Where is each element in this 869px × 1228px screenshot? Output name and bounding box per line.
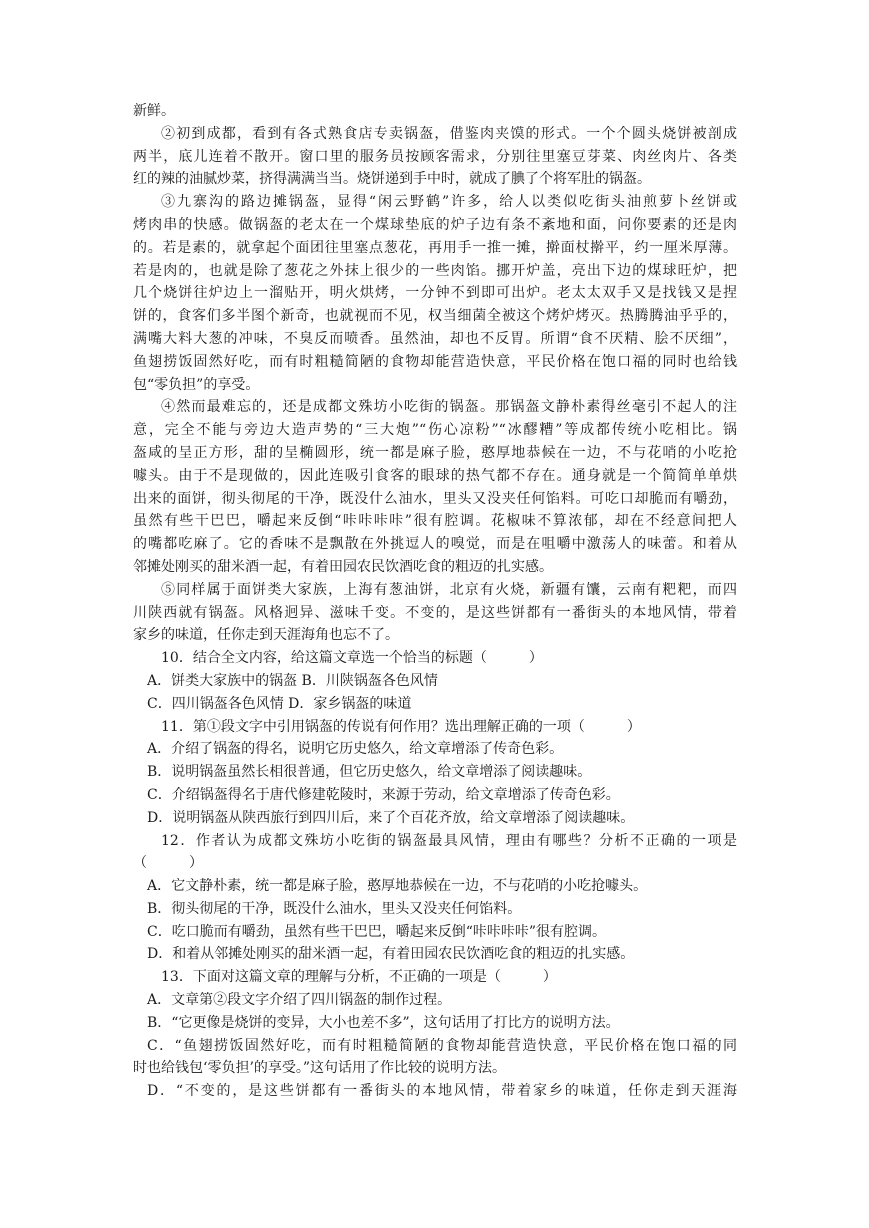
paragraph-5-line: 家乡的味道，任你走到天涯海角也忘不了。	[133, 627, 399, 644]
question-12-option-b: B．彻头彻尾的干净，既没什么油水，里头又没夹任何馅料。	[147, 900, 522, 917]
question-11: 11．第①段文字中引用锅盔的传说有何作用？选出理解正确的一项（ ）	[161, 718, 641, 735]
paragraph-3-line: 若是肉的，也就是除了葱花之外抹上很少的一些肉馅。挪开炉盖，亮出下边的煤球旺炉，把	[133, 262, 737, 279]
question-12: 12．作者认为成都文殊坊小吃街的锅盔最具风情，理由有哪些？分析不正确的一项是	[161, 832, 737, 849]
question-13-option-c-cont: 时也给钱包‘零负担’的享受。”这句话用了作比较的说明方法。	[133, 1060, 507, 1077]
question-11-option-c: C．介绍锅盔得名于唐代修建乾陵时，来源于劳动，给文章增添了传奇色彩。	[147, 786, 620, 803]
paragraph-4-line: ④然而最难忘的，还是成都文殊坊小吃街的锅盔。那锅盔文静朴素得丝毫引不起人的注	[161, 399, 737, 416]
paragraph-3-line: 烤肉串的快感。做锅盔的老太在一个煤球垫底的炉子边有条不紊地和面，问你要素的还是肉	[133, 216, 737, 233]
question-12-blank: （ ）	[133, 855, 203, 872]
question-10-options-cd: C．四川锅盔各色风情 D．家乡锅盔的味道	[147, 695, 412, 712]
paragraph-3-line: ③九寨沟的路边摊锅盔，显得“闲云野鹤”许多，给人以类似吃街头油煎萝卜丝饼或	[161, 194, 737, 211]
paragraph-3-line: 满嘴大料大葱的冲味，不臭反而喷香。虽然油，却也不反胃。所谓“食不厌精、脍不厌细”，	[133, 330, 737, 347]
paragraph-4-line: 盔咸的呈正方形，甜的呈椭圆形，统一都是麻子脸，憨厚地恭候在一边，不与花哨的小吃抢	[133, 444, 737, 461]
question-13: 13．下面对这篇文章的理解与分析，不正确的一项是（ ）	[161, 969, 557, 986]
paragraph-5-line: ⑤同样属于面饼类大家族，上海有葱油饼，北京有火烧，新疆有馕，云南有粑粑，而四	[161, 581, 737, 598]
paragraph-4-line: 噱头。由于不是现做的，因此连吸引食客的眼球的热气都不存在。通身就是一个简简单单烘	[133, 467, 737, 484]
paragraph-4-line: 意，完全不能与旁边大造声势的“三大炮”“伤心凉粉”“冰醪糟”等成都传统小吃相比。锅	[133, 422, 737, 439]
question-13-option-b: B．“它更像是烧饼的变异，大小也差不多”，这句话用了打比方的说明方法。	[147, 1014, 620, 1031]
question-11-option-a: A．介绍了锅盔的得名，说明它历史悠久，给文章增添了传奇色彩。	[147, 741, 564, 758]
paragraph-4-line: 出来的面饼，彻头彻尾的干净，既没什么油水，里头又没夹任何馅料。可吃口却脆而有嚼劲，	[133, 490, 737, 507]
paragraph-3-line: 鱼翅捞饭固然好吃，而有时粗糙简陋的食物却能营造快意，平民价格在饱口福的同时也给钱	[133, 353, 737, 370]
question-12-option-c: C．吃口脆而有嚼劲，虽然有些干巴巴，嚼起来反倒“咔咔咔咔”很有腔调。	[147, 923, 607, 940]
paragraph-5-line: 川陕西就有锅盔。风格迥异、滋味千变。不变的，是这些饼都有一番街头的本地风情，带着	[133, 604, 737, 621]
question-10: 10．结合全文内容，给这篇文章选一个恰当的标题（ ）	[161, 650, 543, 667]
paragraph-4-line: 虽然有些干巴巴，嚼起来反倒“咔咔咔咔”很有腔调。花椒味不算浓郁，却在不经意间把人	[133, 513, 737, 530]
paragraph-3-line: 包“零负担”的享受。	[133, 376, 260, 393]
question-12-option-d: D．和着从邻摊处刚买的甜米酒一起，有着田园农民饮酒吃食的粗迈的扎实感。	[147, 946, 635, 963]
paragraph-2-line: 红的辣的油腻炒菜，挤得满满当当。烧饼递到手中时，就成了腆了个将军肚的锅盔。	[133, 171, 651, 188]
paragraph-3-line: 饼的，食客们多半图个新奇，也就视而不见，权当细菌全被这个烤炉烤灭。热腾腾油乎乎的，	[133, 308, 737, 325]
paragraph-3-line: 几个烧饼往炉边上一溜贴开，明火烘烤，一分钟不到即可出炉。老太太双手又是找钱又是捏	[133, 285, 737, 302]
question-11-option-d: D．说明锅盔从陕西旅行到四川后，来了个百花齐放，给文章增添了阅读趣味。	[147, 809, 635, 826]
text-line: 新鲜。	[133, 103, 175, 119]
paragraph-3-line: 的。若是素的，就拿起个面团往里塞点葱花，再用手一推一摊，擀面杖擀平，约一厘米厚薄。	[133, 239, 737, 256]
document-page	[133, 100, 737, 1103]
paragraph-2-line: 两半，底儿连着不散开。窗口里的服务员按顾客需求，分别往里塞豆芽菜、肉丝肉片、各类	[133, 148, 737, 165]
question-12-option-a: A．它文静朴素，统一都是麻子脸，憨厚地恭候在一边，不与花哨的小吃抢噱头。	[147, 878, 648, 895]
question-13-option-c: C．“鱼翅捞饭固然好吃，而有时粗糙简陋的食物却能营造快意，平民价格在饱口福的同	[147, 1037, 737, 1054]
question-11-option-b: B．说明锅盔虽然长相很普通，但它历史悠久，给文章增添了阅读趣味。	[147, 764, 592, 781]
paragraph-4-line: 的嘴都吃麻了。它的香味不是飘散在外挑逗人的嗅觉，而是在咀嚼中激荡人的味蕾。和着从	[133, 536, 737, 553]
paragraph-2-line: ②初到成都，看到有各式熟食店专卖锅盔，借鉴肉夹馍的形式。一个个圆头烧饼被剖成	[161, 125, 737, 142]
question-10-options-ab: A．饼类大家族中的锅盔 B．川陕锅盔各色风情	[147, 672, 438, 689]
paragraph-4-line: 邻摊处刚买的甜米酒一起，有着田园农民饮酒吃食的粗迈的扎实感。	[133, 558, 553, 575]
question-13-option-a: A．文章第②段文字介绍了四川锅盔的制作过程。	[147, 992, 452, 1009]
question-13-option-d: D．“不变的，是这些饼都有一番街头的本地风情，带着家乡的味道，任你走到天涯海	[147, 1083, 737, 1100]
